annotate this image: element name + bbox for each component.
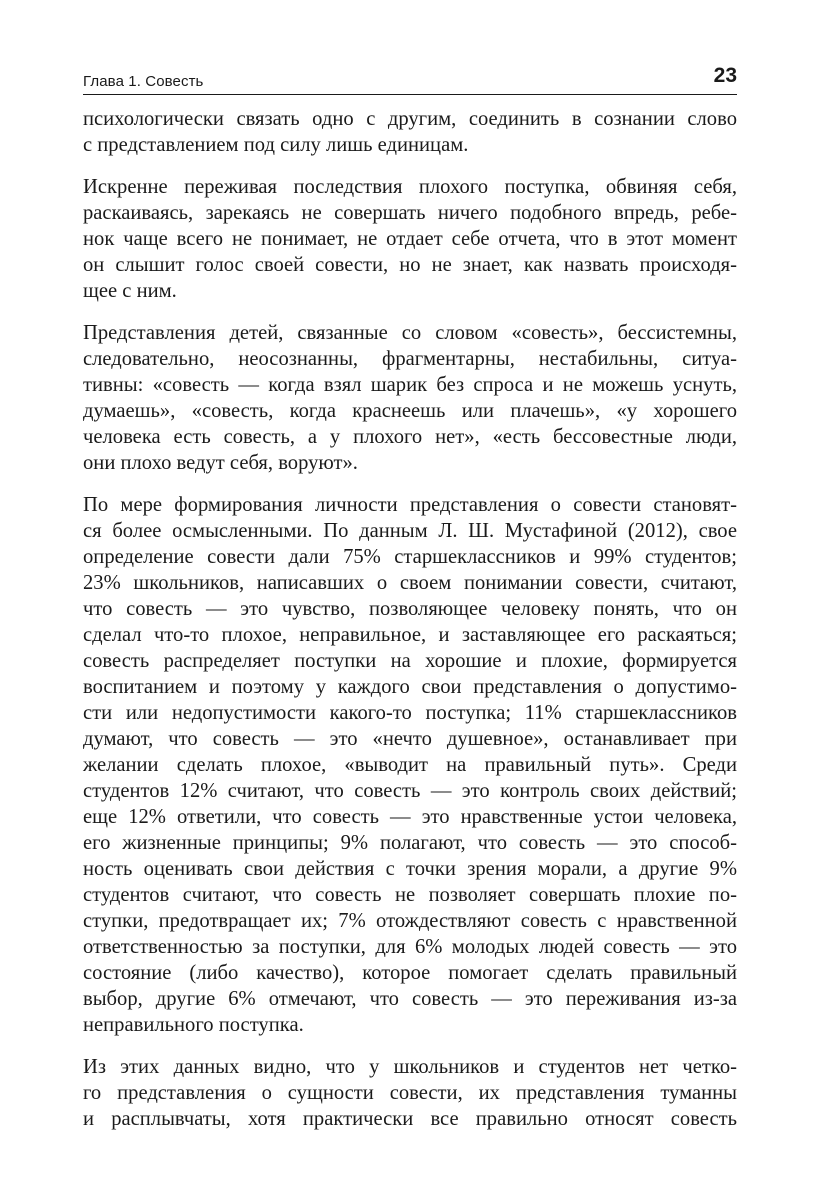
text-line: студентов считают, что совесть не позволяет совершать плохие по- [83, 884, 737, 906]
text-line: он слышит голос своей совести, но не знает, как назвать происходя- [83, 254, 737, 276]
text-line: человека есть совесть, а у плохого нет», «есть бессовестные люди, [83, 426, 737, 448]
text-line: воспитанием и поэтому у каждого свои представления о допустимо- [83, 676, 737, 698]
text-line: сделал что-то плохое, неправильное, и заставляющее его раскаяться; [83, 624, 737, 646]
text-line: еще 12% ответили, что совесть — это нравственные устои человека, [83, 806, 737, 828]
text-line: думают, что совесть — это «нечто душевное», останавливает при [83, 728, 737, 750]
text-line: думаешь», «совесть, когда краснеешь или плачешь», «у хорошего [83, 400, 737, 422]
text-line: 23% школьников, написавших о своем понимании совести, считают, [83, 572, 737, 594]
chapter-title: Глава 1. Совесть [83, 73, 204, 90]
text-line: его жизненные принципы; 9% полагают, что совесть — это способ- [83, 832, 737, 854]
text-line: го представления о сущности совести, их представления туманны [83, 1082, 737, 1104]
text-line: состояние (либо качество), которое помогает сделать правильный [83, 962, 737, 984]
text-line: они плохо ведут себя, воруют». [83, 452, 358, 474]
paragraph [83, 174, 737, 304]
text-line: что совесть — это чувство, позволяющее человеку понять, что он [83, 598, 737, 620]
paragraph [83, 320, 737, 476]
text-line: желании сделать плохое, «выводит на правильный путь». Среди [83, 754, 737, 776]
text-line: По мере формирования личности представления о совести становят- [83, 494, 737, 516]
text-line: и расплывчаты, хотя практически все правильно относят совесть [83, 1108, 737, 1130]
paragraph [83, 492, 737, 1038]
text-line: ся более осмысленными. По данным Л. Ш. Мустафиной (2012), свое [83, 520, 737, 542]
page-number: 23 [713, 64, 737, 87]
text-line: Искренне переживая последствия плохого поступка, обвиняя себя, [83, 176, 737, 198]
text-line: следовательно, неосознанны, фрагментарны, нестабильны, ситуа- [83, 348, 737, 370]
paragraph [83, 106, 737, 158]
body-text [83, 106, 737, 1132]
text-line: выбор, другие 6% отмечают, что совесть — это переживания из-за [83, 988, 737, 1010]
text-line: Представления детей, связанные со словом «совесть», бессистемны, [83, 322, 737, 344]
text-line: ность оценивать свои действия с точки зрения морали, а другие 9% [83, 858, 737, 880]
text-line: определение совести дали 75% старшеклассников и 99% студентов; [83, 546, 737, 568]
text-line: Из этих данных видно, что у школьников и студентов нет четко- [83, 1056, 737, 1078]
text-line: студентов 12% считают, что совесть — это контроль своих действий; [83, 780, 737, 802]
text-line: совесть распределяет поступки на хорошие и плохие, формируется [83, 650, 737, 672]
text-line: ступки, предотвращает их; 7% отождествляют совесть с нравственной [83, 910, 737, 932]
text-line: нок чаще всего не понимает, не отдает себе отчета, что в этот момент [83, 228, 737, 250]
text-line: психологически связать одно с другим, соединить в сознании слово [83, 108, 737, 130]
book-page [83, 60, 737, 1148]
text-line: неправильного поступка. [83, 1014, 304, 1036]
text-line: раскаиваясь, зарекаясь не совершать ничего подобного впредь, ребе- [83, 202, 737, 224]
text-line: с представлением под силу лишь единицам. [83, 134, 469, 156]
text-line: ответственностью за поступки, для 6% молодых людей совесть — это [83, 936, 737, 958]
paragraph [83, 1054, 737, 1132]
text-line: щее с ним. [83, 280, 177, 302]
text-line: сти или недопустимости какого-то поступка; 11% старшеклассников [83, 702, 737, 724]
running-header [83, 60, 737, 95]
text-line: тивны: «совесть — когда взял шарик без спроса и не можешь уснуть, [83, 374, 737, 396]
